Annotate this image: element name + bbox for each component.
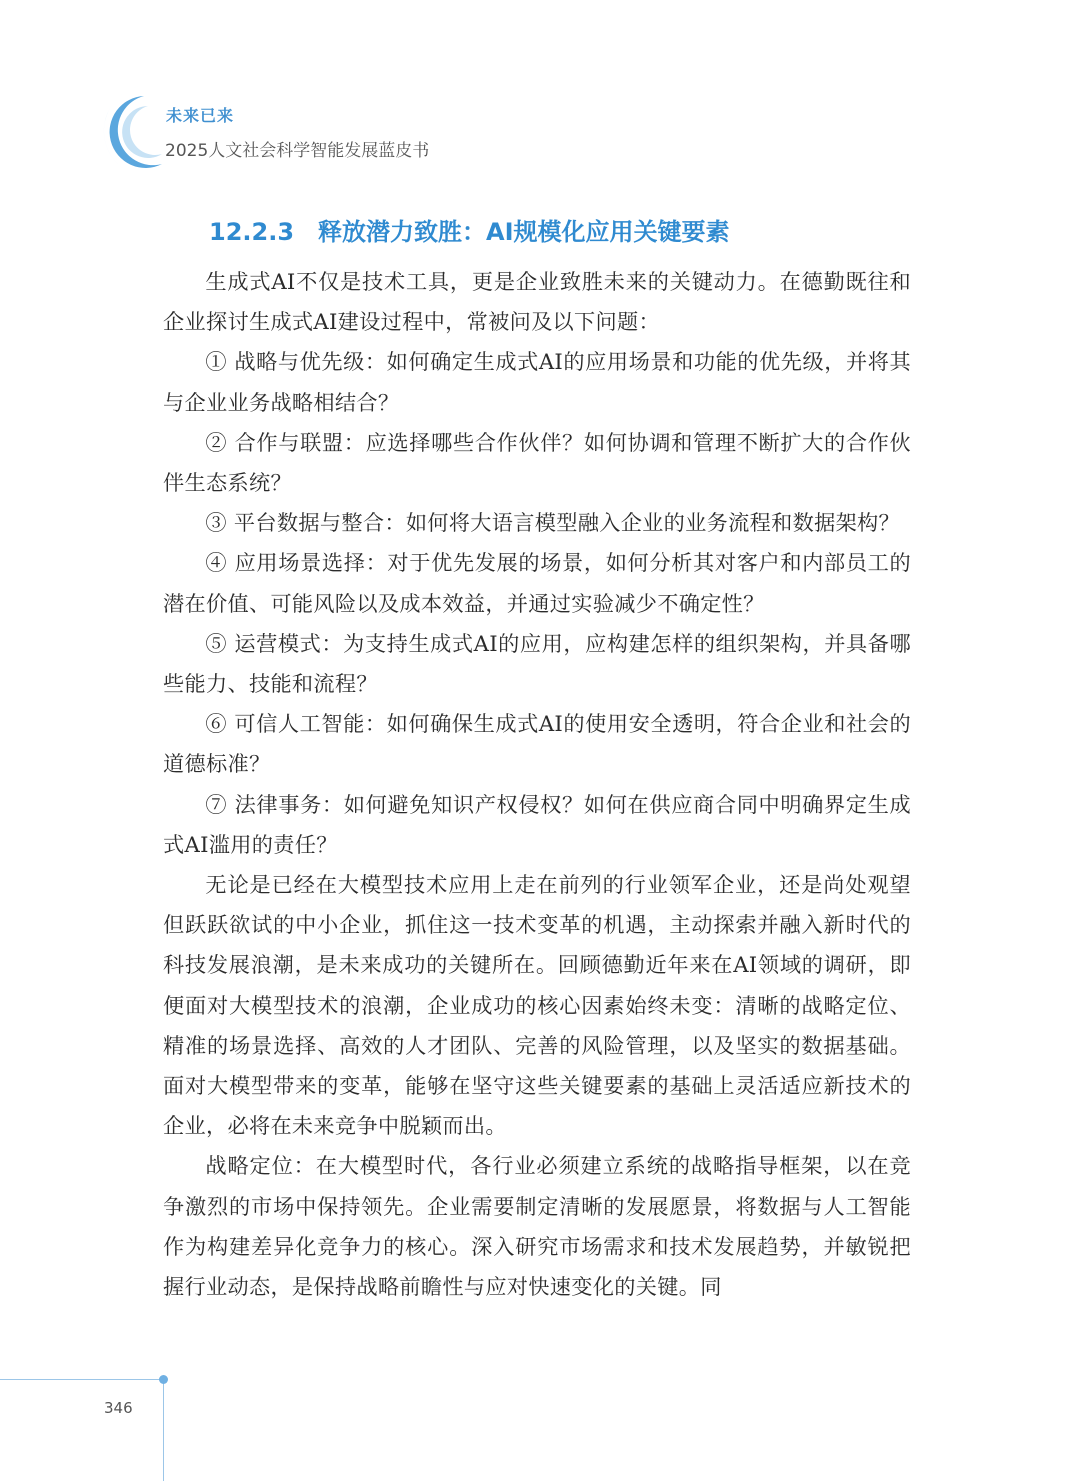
paragraph-intro: 生成式AI不仅是技术工具，更是企业致胜未来的关键动力。在德勤既往和企业探讨生成式AI建设过程中，常被问及以下问题：: [163, 269, 911, 335]
paragraph-question-6: ⑥ 可信人工智能：如何确保生成式AI的使用安全透明，符合企业和社会的道德标准？: [163, 711, 911, 777]
footer-horizontal-rule: [0, 1379, 163, 1380]
footer-rule-dot: [159, 1375, 168, 1384]
section-title: 释放潜力致胜：AI规模化应用关键要素: [318, 218, 730, 246]
paragraph-question-2: ② 合作与联盟：应选择哪些合作伙伴？如何协调和管理不断扩大的合作伙伴生态系统？: [163, 429, 911, 496]
book-title: 2025人文社会科学智能发展蓝皮书: [165, 141, 430, 161]
series-title: 未来已来: [166, 106, 235, 125]
page-number: 346: [104, 1399, 133, 1417]
footer-vertical-rule: [163, 1379, 164, 1481]
section-heading: [209, 212, 730, 247]
paragraph-strategy: 战略定位：在大模型时代，各行业必须建立系统的战略指导框架，以在竞争激烈的市场中保持领先。企业需要制定清晰的发展愿景，将数据与人工智能作为构建差异化竞争力的核心。深入研究市场需求和技术发展趋势，并敏锐把握行业动态，是保持战略前瞻性与应对快速变化的关键。同: [163, 1153, 911, 1300]
paragraph-question-5: ⑤ 运营模式：为支持生成式AI的应用，应构建怎样的组织架构，并具备哪些能力、技能和流程？: [163, 630, 911, 697]
paragraph-summary: 无论是已经在大模型技术应用上走在前列的行业领军企业，还是尚处观望但跃跃欲试的中小企业，抓住这一技术变革的机遇，主动探索并融入新时代的科技发展浪潮，是未来成功的关键所在。回顾德勤近年来在AI领域的调研，即便面对大模型技术的浪潮，企业成功的核心因素始终未变：清晰的战略定位、精准的场景选择、高效的人才团队、完善的风险管理，以及坚实的数据基础。面对大模型带来的变革，能够在坚守这些关键要素的基础上灵活适应新技术的企业，必将在未来竞争中脱颖而出。: [163, 872, 911, 1139]
body-text: [163, 262, 911, 1307]
paragraph-question-4: ④ 应用场景选择：对于优先发展的场景，如何分析其对客户和内部员工的潜在价值、可能风险以及成本效益，并通过实验减少不确定性？: [163, 550, 911, 616]
paragraph-question-1: ① 战略与优先级：如何确定生成式AI的应用场景和功能的优先级，并将其与企业业务战略相结合？: [163, 349, 911, 415]
paragraph-question-7: ⑦ 法律事务：如何避免知识产权侵权？如何在供应商合同中明确界定生成式AI滥用的责任？: [163, 791, 911, 857]
paragraph-question-3: ③ 平台数据与整合：如何将大语言模型融入企业的业务流程和数据架构？: [205, 510, 901, 536]
crescent-arcs-logo-icon: [78, 82, 170, 182]
section-number: 12.2.3: [209, 218, 295, 246]
